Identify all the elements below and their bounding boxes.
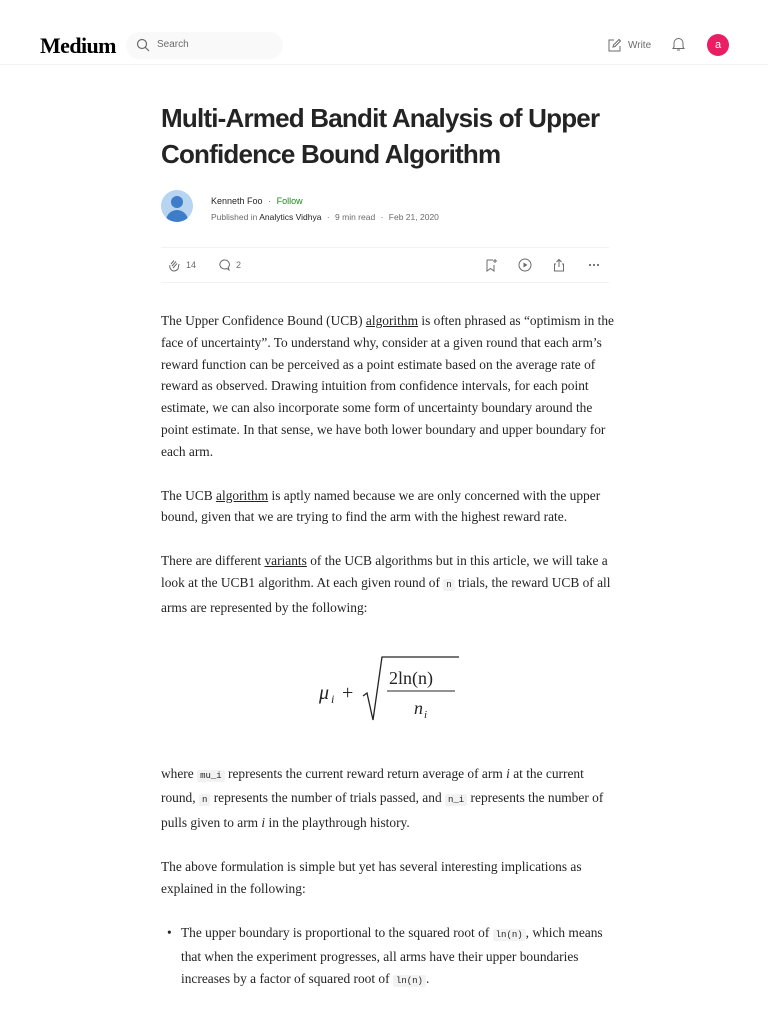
- article-action-bar: [161, 247, 609, 283]
- formula-mu-subscript: i: [330, 691, 334, 706]
- author-avatar[interactable]: [161, 190, 193, 222]
- comment-icon: [217, 258, 231, 272]
- more-options-button[interactable]: [587, 258, 601, 272]
- inline-code-ln-n-2: ln(n): [393, 975, 426, 987]
- author-name[interactable]: Kenneth Foo: [211, 196, 263, 206]
- user-avatar[interactable]: a: [707, 34, 729, 56]
- top-navigation-bar: [0, 0, 768, 65]
- paragraph-1: The Upper Confidence Bound (UCB) algorithm is often phrased as “optimism in the face of uncertainty”. To understand why, consider at a given round that each arm’s reward function can be perceived as a point estimate based on the average rate of reward as observed. Drawing intuition from confidence intervals, for each point estimate, we can also incorporate some form of uncertainty boundary around the point estimate. In that sense, we have both lower boundary and upper boundary for each arm.: [161, 313, 614, 459]
- read-time: 9 min read: [335, 212, 376, 222]
- write-label: Write: [628, 39, 652, 51]
- comment-button[interactable]: [217, 258, 241, 272]
- inline-code-mu-i: mu_i: [197, 770, 225, 782]
- bookmark-plus-icon: [484, 258, 498, 272]
- save-button[interactable]: [484, 258, 498, 272]
- author-line: Kenneth Foo · Follow: [211, 196, 303, 206]
- ellipsis-icon: [587, 258, 601, 272]
- algorithm-link-2[interactable]: algorithm: [216, 487, 269, 503]
- clap-button[interactable]: [167, 258, 196, 272]
- paragraph-5: The above formulation is simple but yet has several interesting implications as explained in the following:: [161, 858, 582, 896]
- write-button[interactable]: [607, 36, 651, 54]
- variants-link[interactable]: variants: [264, 553, 307, 569]
- ucb-formula: [161, 641, 616, 723]
- paragraph-4: where mu_i represents the current reward return average of arm i at the current round, n represents the number of trials passed, and n_i represents the number of pulls given to arm i in the playthrough history.: [161, 765, 604, 831]
- search-icon: [136, 38, 150, 52]
- notification-bell-icon[interactable]: [671, 36, 686, 52]
- publication-link[interactable]: Analytics Vidhya: [259, 212, 322, 222]
- search-box[interactable]: [126, 32, 283, 59]
- formula-denominator-subscript: i: [423, 708, 427, 721]
- formula-plus: +: [341, 681, 353, 704]
- publication-line: Published in Analytics Vidhya · 9 min read · Feb 21, 2020: [211, 212, 439, 222]
- article-title: Multi-Armed Bandit Analysis of Upper Confidence Bound Algorithm: [161, 103, 600, 169]
- listen-button[interactable]: [518, 258, 532, 272]
- inline-code-ln-n: ln(n): [493, 929, 526, 941]
- algorithm-link-1[interactable]: algorithm: [365, 313, 418, 328]
- implications-list: [161, 922, 616, 993]
- pencil-square-icon: [607, 38, 622, 53]
- list-item: • The upper boundary is proportional to the squared root of ln(n) , which means that when the experiment progresses, all arms have their upper boundaries increases by a factor of squared root of ln(n) .: [161, 922, 616, 993]
- formula-denominator: n: [413, 697, 423, 718]
- clap-count: 14: [186, 260, 197, 270]
- formula-numerator: 2ln(n): [388, 667, 433, 688]
- inline-code-n-i: n_i: [445, 794, 467, 806]
- article-body: [161, 310, 616, 993]
- formula-mu: μ: [318, 681, 329, 704]
- play-circle-icon: [518, 258, 532, 272]
- comment-count: 2: [236, 260, 242, 270]
- paragraph-2: The UCB algorithm is aptly named because we are only concerned with the upper bound, given that we are trying to find the arm with the highest reward rate.: [161, 487, 601, 525]
- published-in-label: Published in: [211, 212, 258, 222]
- paragraph-3: There are different variants of the UCB algorithms but in this article, we will take a look at the UCB1 algorithm. At each given round of n trials, the reward UCB of all arms are represented by the following:: [161, 553, 611, 615]
- publish-date: Feb 21, 2020: [388, 212, 439, 222]
- inline-code-n: n: [199, 794, 210, 806]
- clap-icon: [167, 258, 181, 272]
- share-button[interactable]: [552, 258, 566, 272]
- medium-logo[interactable]: Medium: [40, 33, 116, 58]
- search-placeholder: Search: [157, 39, 189, 50]
- follow-button[interactable]: Follow: [276, 196, 303, 206]
- share-icon: [552, 258, 566, 272]
- inline-code: n: [443, 579, 454, 591]
